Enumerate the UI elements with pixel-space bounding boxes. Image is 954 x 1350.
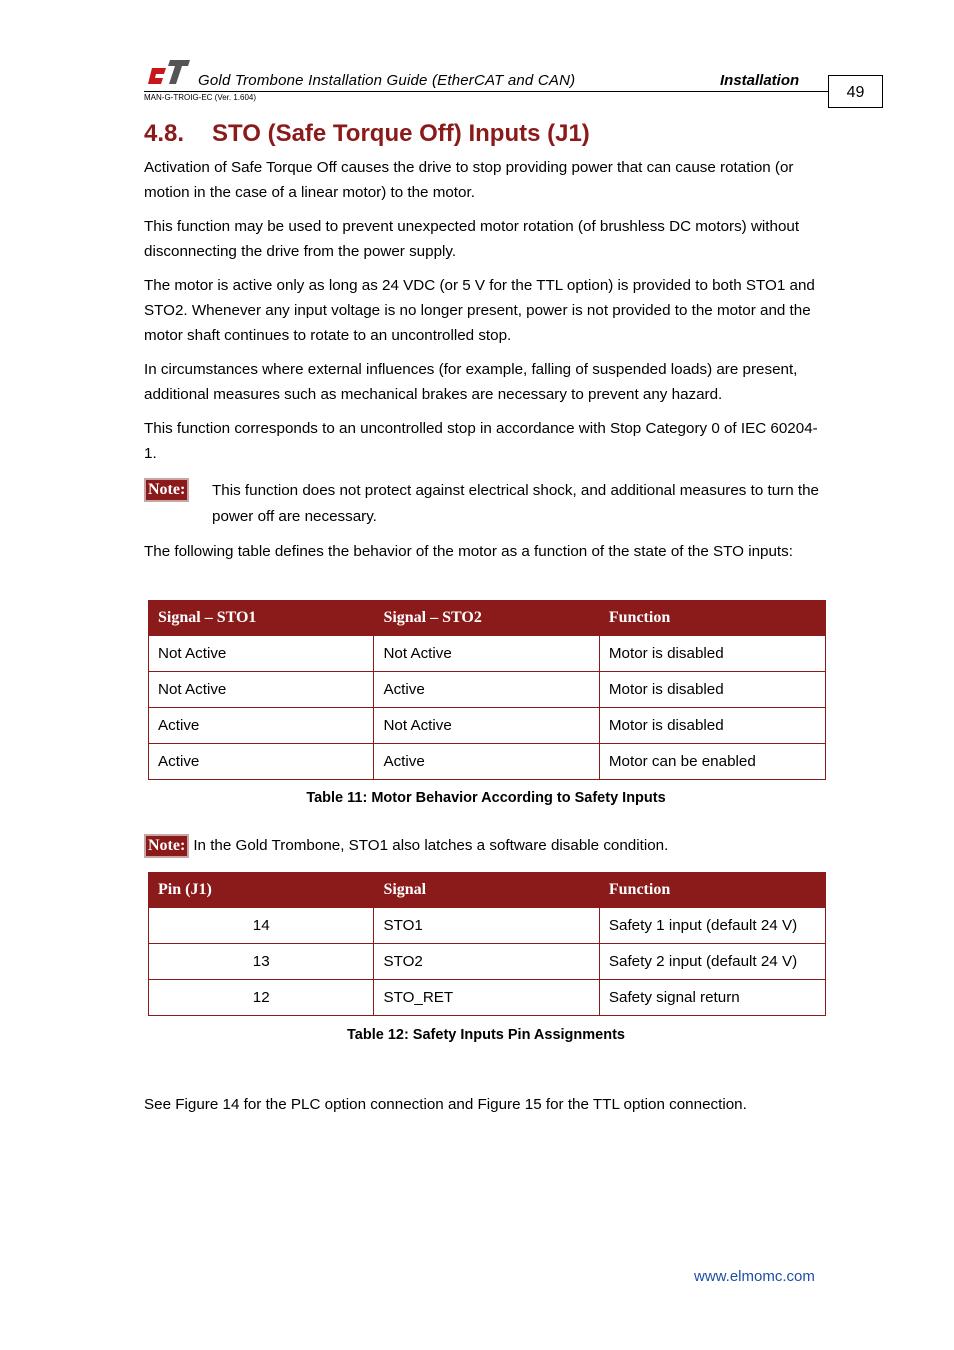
table-cell: Not Active bbox=[374, 636, 599, 672]
table-cell: Active bbox=[149, 744, 374, 780]
header-section: Installation bbox=[720, 72, 800, 89]
table-cell: 12 bbox=[149, 980, 374, 1016]
note-badge: Note: bbox=[144, 478, 189, 502]
paragraph: The motor is active only as long as 24 VDC (or 5 V for the TTL option) is provided to both STO1 and STO2. Whenever any input voltage is no longer present, power is not provided to the motor and the motor shaft continues to rotate to an uncontrolled stop. bbox=[144, 277, 815, 344]
table-header-cell: Signal – STO1 bbox=[149, 601, 374, 636]
table-cell: STO2 bbox=[374, 944, 599, 980]
note-text: In the Gold Trombone, STO1 also latches a software disable condition. bbox=[193, 837, 669, 854]
table-cell: Motor is disabled bbox=[599, 636, 825, 672]
closing-paragraph: See Figure 14 for the PLC option connection and Figure 15 for the TTL option connection. bbox=[144, 1096, 747, 1113]
table-intro: The following table defines the behavior of the motor as a function of the state of the STO inputs: bbox=[144, 543, 793, 560]
table-row bbox=[149, 980, 826, 1016]
table-cell: Safety 1 input (default 24 V) bbox=[599, 908, 825, 944]
table-cell: Active bbox=[374, 744, 599, 780]
paragraph: In circumstances where external influences (for example, falling of suspended loads) are present, additional measures such as mechanical brakes are necessary to prevent any hazard. bbox=[144, 361, 798, 403]
paragraph: Activation of Safe Torque Off causes the drive to stop providing power that can cause rotation (or motion in the case of a linear motor) to the motor. bbox=[144, 159, 794, 201]
table-cell: Active bbox=[149, 708, 374, 744]
table-header-cell: Function bbox=[599, 873, 825, 908]
paragraph: This function may be used to prevent unexpected motor rotation (of brushless DC motors) without disconnecting the drive from the power supply. bbox=[144, 218, 800, 260]
table-cell: 14 bbox=[149, 908, 374, 944]
section-number: 4.8. bbox=[144, 120, 185, 147]
table-cell: Motor is disabled bbox=[599, 672, 825, 708]
table-row bbox=[149, 636, 826, 672]
table-cell: Active bbox=[374, 672, 599, 708]
table-cell: Not Active bbox=[149, 636, 374, 672]
table-row bbox=[149, 672, 826, 708]
pin-assignment-table bbox=[148, 872, 826, 1016]
note-line bbox=[144, 834, 668, 858]
table-cell: Safety 2 input (default 24 V) bbox=[599, 944, 825, 980]
table-cell: Not Active bbox=[149, 672, 374, 708]
section-heading bbox=[144, 120, 590, 148]
table-cell: 13 bbox=[149, 944, 374, 980]
table-caption: Table 11: Motor Behavior According to Safety Inputs bbox=[306, 790, 666, 806]
table-header-cell: Signal bbox=[374, 873, 599, 908]
table-header-cell: Signal – STO2 bbox=[374, 601, 599, 636]
table-header-cell: Pin (J1) bbox=[149, 873, 374, 908]
table-row bbox=[149, 708, 826, 744]
header-rule bbox=[144, 91, 828, 92]
section-title: STO (Safe Torque Off) Inputs (J1) bbox=[212, 120, 590, 147]
table-cell: Not Active bbox=[374, 708, 599, 744]
note-text: This function does not protect against electrical shock, and additional measures to turn the power off are necessary. bbox=[212, 482, 820, 525]
table-cell: Safety signal return bbox=[599, 980, 825, 1016]
table-row bbox=[149, 744, 826, 780]
table-cell: STO_RET bbox=[374, 980, 599, 1016]
page-number: 49 bbox=[828, 75, 883, 108]
table-row bbox=[149, 908, 826, 944]
table-header-cell: Function bbox=[599, 601, 825, 636]
header-doc-id: MAN-G-TROIG-EC (Ver. 1.604) bbox=[144, 93, 257, 102]
table-cell: STO1 bbox=[374, 908, 599, 944]
note-badge: Note: bbox=[144, 834, 189, 858]
paragraph: This function corresponds to an uncontrolled stop in accordance with Stop Category 0 of IEC 60204-1. bbox=[144, 420, 818, 462]
table-caption: Table 12: Safety Inputs Pin Assignments bbox=[347, 1027, 625, 1043]
elmo-logo-icon bbox=[148, 58, 190, 86]
table-cell: Motor can be enabled bbox=[599, 744, 825, 780]
header-title: Gold Trombone Installation Guide (EtherCAT and CAN) bbox=[198, 72, 576, 89]
footer-link[interactable]: www.elmomc.com bbox=[694, 1268, 815, 1285]
table-cell: Motor is disabled bbox=[599, 708, 825, 744]
motor-behavior-table bbox=[148, 600, 826, 780]
table-header-row bbox=[149, 601, 826, 636]
table-header-row bbox=[149, 873, 826, 908]
table-row bbox=[149, 944, 826, 980]
